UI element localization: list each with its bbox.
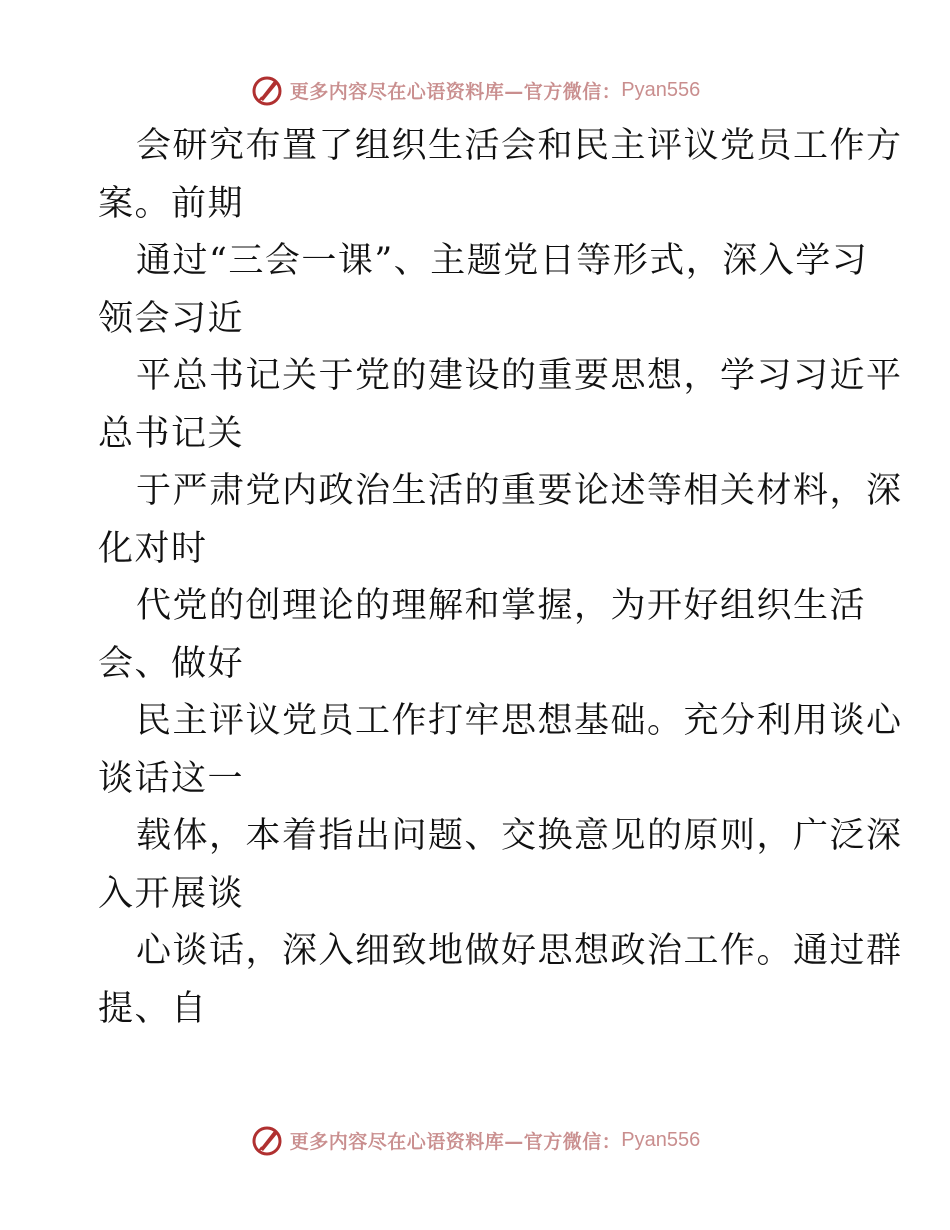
text-line: 提、自	[98, 988, 208, 1029]
text-line: 化对时	[98, 528, 208, 569]
header-banner-text: 更多内容尽在心语资料库—官方微信：	[289, 80, 622, 103]
text-line: 会研究布置了组织生活会和民主评议党员工作方	[136, 126, 903, 166]
text-line: 谈话这一	[98, 758, 245, 799]
footer-banner-account: Pyan556	[621, 1128, 701, 1151]
text-line: 入开展谈	[98, 873, 245, 914]
text-line: 平总书记关于党的建设的重要思想，学习习近平	[136, 356, 903, 396]
footer-banner-text: 更多内容尽在心语资料库—官方微信：	[289, 1130, 622, 1153]
text-line: 会、做好	[98, 643, 245, 684]
text-line: 民主评议党员工作打牢思想基础。充分利用谈心	[136, 701, 903, 741]
text-line: 领会习近	[98, 298, 245, 339]
red-quill-logo-icon	[250, 73, 284, 107]
text-line: 于严肃党内政治生活的重要论述等相关材料，深	[136, 471, 903, 511]
header-watermark-banner	[0, 70, 950, 110]
text-line: 总书记关	[98, 413, 245, 454]
text-line: 代党的创理论的理解和掌握，为开好组织生活	[136, 586, 867, 626]
header-banner-account: Pyan556	[621, 78, 701, 101]
document-body	[98, 118, 903, 1038]
text-line: 通过“三会一课”、主题党日等形式，深入学习	[136, 241, 869, 281]
text-line: 心谈话，深入细致地做好思想政治工作。通过群	[136, 931, 903, 971]
text-line: 案。前期	[98, 183, 245, 224]
red-quill-logo-icon	[250, 1123, 284, 1157]
footer-watermark-banner	[0, 1120, 950, 1160]
text-line: 载体，本着指出问题、交换意见的原则，广泛深	[136, 816, 903, 856]
